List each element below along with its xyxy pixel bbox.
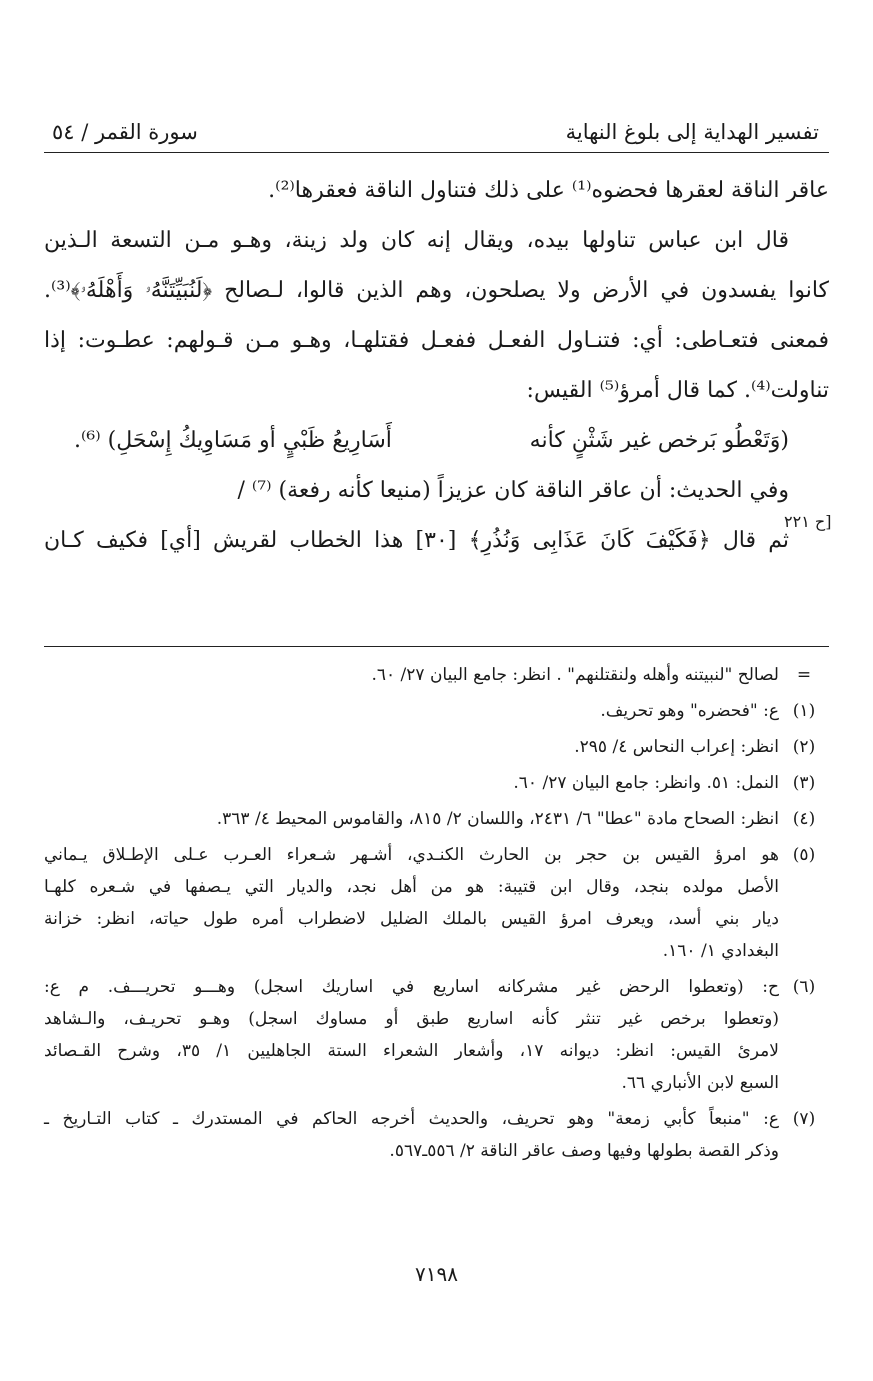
poem-verse (44, 428, 829, 478)
footnote (44, 702, 829, 720)
footnote (44, 1110, 829, 1160)
footnote (44, 846, 829, 960)
footnote-number: (١) (792, 701, 816, 721)
poem-second-hemistich: أَسَارِيعُ ظَبْيٍ أو مَسَاوِيكُ إِسْحَلِ) ⁽⁶⁾. (74, 428, 392, 453)
footnote-line: ع: "منبعاً كأبي زمعة" وهو تحريف، والحديث أخرجه الحاكم في المستدرك ـ كتاب التـاريخ ـ (44, 1109, 779, 1129)
footnote-text (44, 702, 779, 720)
body-line: كانوا يفسدون في الأرض ولا يصلحون، وهم الذين قالوا، لـصالح ﴿لَنُبَيِّتَنَّهُۥ وَأَهْلَهُۥ﴾⁽³⁾. (44, 278, 829, 303)
footnote-number: (٣) (792, 773, 816, 793)
footnote-text (44, 1110, 779, 1160)
book-title: تفسير الهداية إلى بلوغ النهاية (565, 120, 819, 144)
footnote-line: ديار بني أسد، ويعرف امرؤ القيس بالملك الضليل لاضطراب أمره طول حياته، انظر: خزانة (44, 909, 779, 929)
margin-note: [ح ٢٢١ (784, 512, 832, 531)
footnote-number: (٤) (792, 809, 816, 829)
body-line: قال ابن عباس تناولها بيده، ويقال إنه كان ولد زينة، وهـو مـن التسعة الـذين (44, 228, 789, 253)
footnote-line: الأصل مولده بنجد، وقال ابن قتيبة: هو من أهل نجد، والديار التي يـصفها في شـعره كلهـا (44, 877, 779, 897)
footnote-text (44, 810, 779, 828)
footnote-number: (٧) (792, 1109, 816, 1129)
footnote-text (44, 666, 779, 684)
footnote-text (44, 978, 779, 1092)
footnote-text (44, 738, 779, 756)
footnote-line: وذكر القصة بطولها وفيها وصف عاقر الناقة ٢/ ٥٥٦ـ٥٦٧. (389, 1141, 779, 1161)
footnote-line: لامرئ القيس: انظر: ديوانه ١٧، وأشعار الشعراء الستة الجاهليين ١/ ٣٥، وشرح القـصائد (44, 1041, 779, 1061)
footnote-number: (٢) (792, 737, 816, 757)
main-text (44, 178, 832, 578)
page-number: ٧١٩٨ (415, 1262, 458, 1286)
footnote (44, 810, 829, 828)
footnote-line: انظر: إعراب النحاس ٤/ ٢٩٥. (574, 737, 779, 757)
body-line: وفي الحديث: أن عاقر الناقة كان عزيزاً (منيعا كأنه رفعة) ⁽⁷⁾ / (237, 478, 789, 503)
footnote-line: لصالح "لنبيتنه وأهله ولنقتلنهم" . انظر: جامع البيان ٢٧/ ٦٠. (371, 665, 779, 685)
body-line: ثم قال ﴿فَكَيْفَ كَانَ عَذَابِى وَنُذُرِ﴾ [٣٠] هذا الخطاب لقريش [أي] فكيف كـان (44, 528, 790, 553)
footnote-line: ع: "فحضره" وهو تحريف. (600, 701, 779, 721)
body-line: فمعنى فتعـاطى: أي: فتنـاول الفعـل ففعـل فقتلهـا، وهـو مـن قـولهم: عطـوت: إذا (44, 328, 829, 353)
poem-first-hemistich: (وَتَعْطُو بَرخص غير شَثْنٍ كأنه (529, 428, 789, 453)
footnote-text (44, 846, 779, 960)
footnote-separator (44, 646, 829, 647)
body-line: تناولت⁽⁴⁾. كما قال أمرؤ⁽⁵⁾ القيس: (526, 378, 829, 403)
footnote-number: = (796, 665, 812, 685)
footnote (44, 978, 829, 1092)
body-line: عاقر الناقة لعقرها فحضوه⁽¹⁾ على ذلك فتناول الناقة فعقرها⁽²⁾. (268, 178, 829, 203)
footnote-line: هو امرؤ القيس بن حجر بن الحارث الكنـدي، أشـهر شـعراء العـرب عـلى الإطـلاق يـماني (44, 845, 779, 865)
surah-page-label: سورة القمر / ٥٤ (52, 120, 198, 144)
footnote-line: انظر: الصحاح مادة "عطا" ٦/ ٢٤٣١، واللسان ٢/ ٨١٥، والقاموس المحيط ٤/ ٣٦٣. (216, 809, 779, 829)
footnote-line: النمل: ٥١. وانظر: جامع البيان ٢٧/ ٦٠. (513, 773, 779, 793)
footnote (44, 666, 829, 684)
footnote-number: (٥) (792, 845, 816, 865)
footnote-line: ح: (وتعطوا الرحض غير مشركانه اساريع في اساريك اسجل) وهـــو تحريـــف. م ع: (44, 977, 779, 997)
footnote-line: البغدادي ١/ ١٦٠. (662, 941, 779, 961)
footnote-text (44, 774, 779, 792)
footnote-line: السبع لابن الأنباري ٦٦. (621, 1073, 779, 1093)
footnotes (44, 666, 829, 1178)
running-header (44, 116, 829, 153)
footnote (44, 738, 829, 756)
footnote-number: (٦) (792, 977, 816, 997)
footnote (44, 774, 829, 792)
footnote-line: (وتعطوا برخص غير تنثر كأنه اساريع طبق أو مساوك اسجل) وهـو تحريـف، والـشاهد (44, 1009, 779, 1029)
